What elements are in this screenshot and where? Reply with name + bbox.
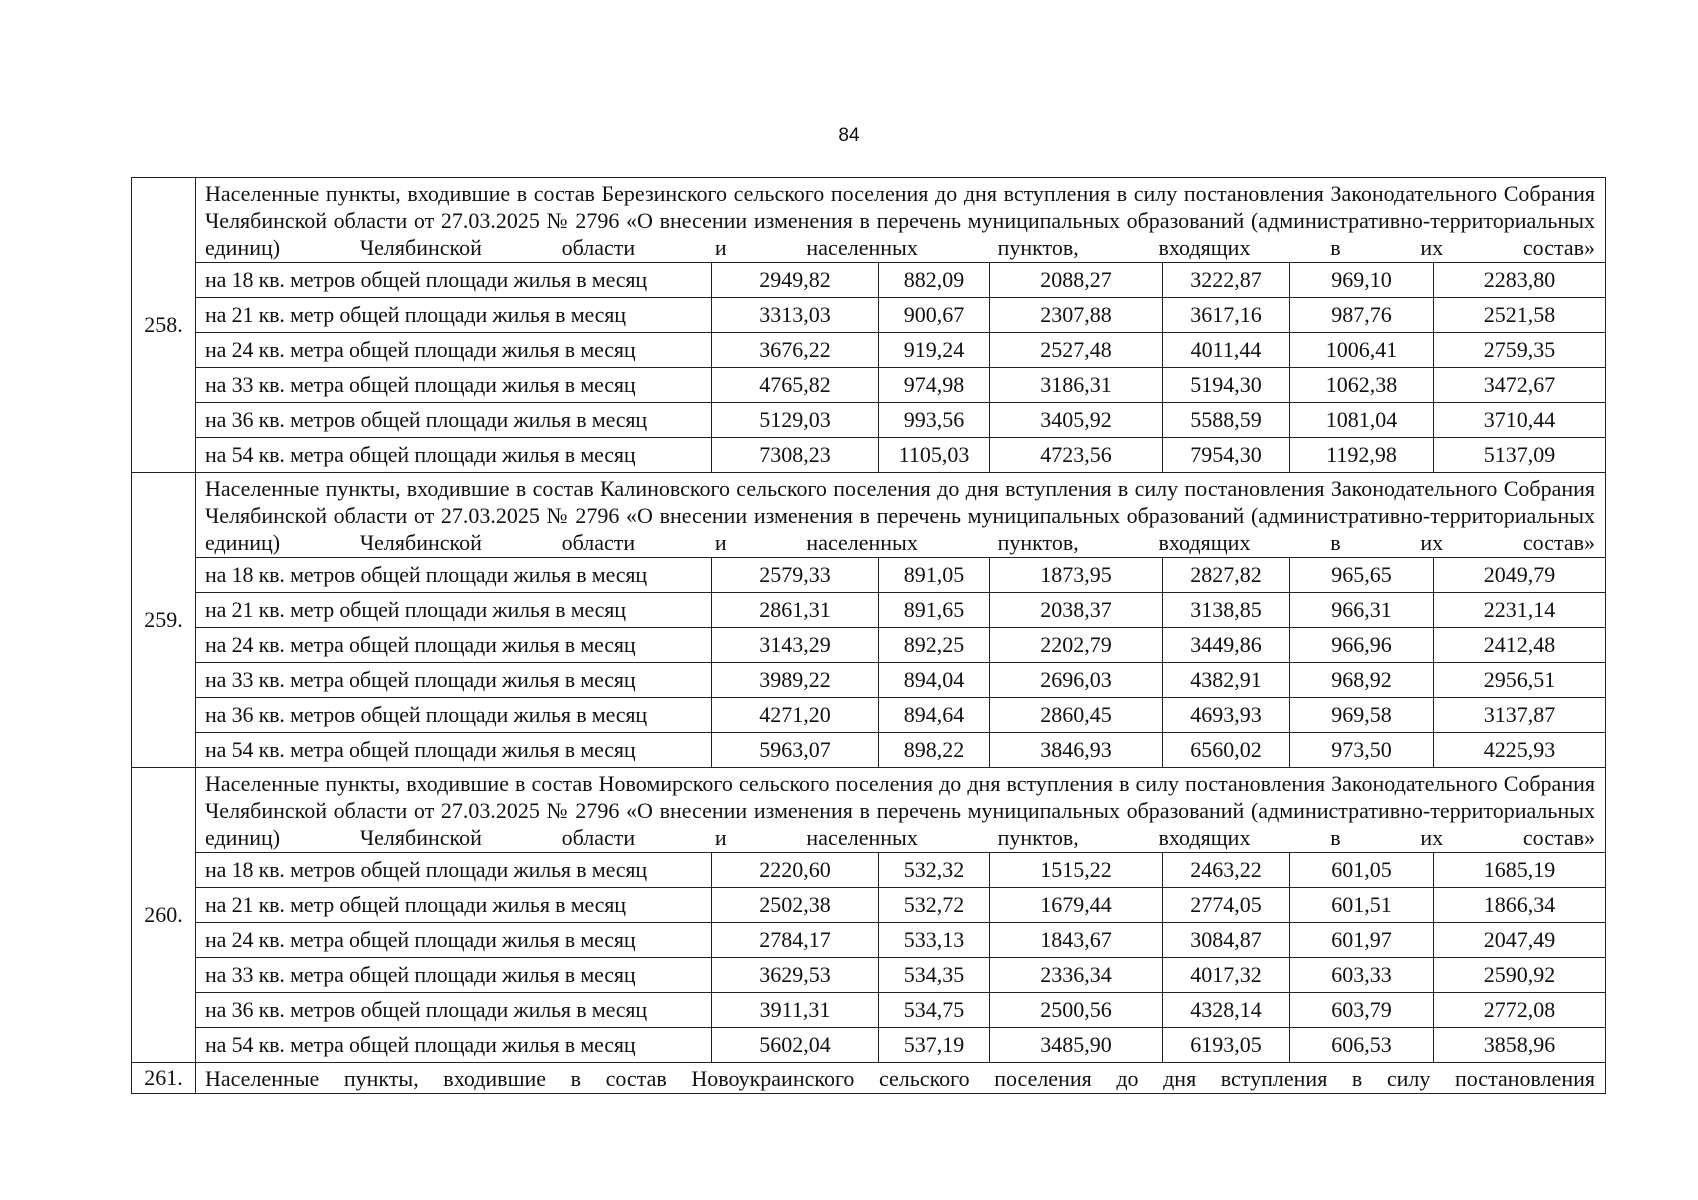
table-row [132, 698, 1606, 733]
table-row [132, 558, 1606, 593]
value-cell: 898,22 [879, 733, 990, 768]
value-cell: 966,96 [1290, 628, 1434, 663]
table-row [132, 368, 1606, 403]
value-cell: 973,50 [1290, 733, 1434, 768]
value-cell: 2038,37 [990, 593, 1163, 628]
value-cell: 2696,03 [990, 663, 1163, 698]
value-cell: 4225,93 [1434, 733, 1606, 768]
value-cell: 3138,85 [1163, 593, 1290, 628]
value-cell: 5602,04 [712, 1028, 879, 1063]
value-cell: 4271,20 [712, 698, 879, 733]
value-cell: 2956,51 [1434, 663, 1606, 698]
table-row [132, 628, 1606, 663]
value-cell: 1866,34 [1434, 888, 1606, 923]
value-cell: 7954,30 [1163, 438, 1290, 473]
value-cell: 2500,56 [990, 993, 1163, 1028]
value-cell: 601,51 [1290, 888, 1434, 923]
value-cell: 2827,82 [1163, 558, 1290, 593]
table-row [132, 958, 1606, 993]
value-cell: 2283,80 [1434, 263, 1606, 298]
section-description: Населенные пункты, входившие в состав Березинского сельского поселения до дня вступления в силу постановления Законодательного Собрания Челябинской области от 27.03.2025 № 2796 «О внесении изменения в перечень муниципальных образований (административно-территориальных единиц) Челябинской области и населенных пунктов, входящих в их состав» [196, 178, 1606, 263]
section-description: Населенные пункты, входившие в состав Новомирского сельского поселения до дня вступления в силу постановления Законодательного Собрания Челябинской области от 27.03.2025 № 2796 «О внесении изменения в перечень муниципальных образований (административно-территориальных единиц) Челябинской области и населенных пунктов, входящих в их состав» [196, 768, 1606, 853]
row-label: на 24 кв. метра общей площади жилья в месяц [196, 628, 712, 663]
table-row [132, 263, 1606, 298]
value-cell: 4693,93 [1163, 698, 1290, 733]
value-cell: 1062,38 [1290, 368, 1434, 403]
value-cell: 3084,87 [1163, 923, 1290, 958]
value-cell: 969,10 [1290, 263, 1434, 298]
row-label: на 54 кв. метра общей площади жилья в месяц [196, 733, 712, 768]
table-row [132, 333, 1606, 368]
value-cell: 3186,31 [990, 368, 1163, 403]
value-cell: 894,04 [879, 663, 990, 698]
value-cell: 5588,59 [1163, 403, 1290, 438]
value-cell: 919,24 [879, 333, 990, 368]
section-header-row [132, 1063, 1606, 1094]
value-cell: 2774,05 [1163, 888, 1290, 923]
value-cell: 6560,02 [1163, 733, 1290, 768]
value-cell: 5963,07 [712, 733, 879, 768]
value-cell: 2307,88 [990, 298, 1163, 333]
value-cell: 2231,14 [1434, 593, 1606, 628]
value-cell: 2590,92 [1434, 958, 1606, 993]
value-cell: 5194,30 [1163, 368, 1290, 403]
section-number: 258. [132, 178, 196, 473]
value-cell: 3911,31 [712, 993, 879, 1028]
section-header-row [132, 178, 1606, 263]
value-cell: 532,32 [879, 853, 990, 888]
value-cell: 534,35 [879, 958, 990, 993]
value-cell: 3858,96 [1434, 1028, 1606, 1063]
value-cell: 532,72 [879, 888, 990, 923]
row-label: на 33 кв. метра общей площади жилья в месяц [196, 663, 712, 698]
value-cell: 606,53 [1290, 1028, 1434, 1063]
value-cell: 3676,22 [712, 333, 879, 368]
value-cell: 2047,49 [1434, 923, 1606, 958]
table-row [132, 733, 1606, 768]
value-cell: 3989,22 [712, 663, 879, 698]
value-cell: 969,58 [1290, 698, 1434, 733]
value-cell: 2759,35 [1434, 333, 1606, 368]
value-cell: 537,19 [879, 1028, 990, 1063]
value-cell: 987,76 [1290, 298, 1434, 333]
value-cell: 900,67 [879, 298, 990, 333]
value-cell: 1105,03 [879, 438, 990, 473]
value-cell: 966,31 [1290, 593, 1434, 628]
value-cell: 2860,45 [990, 698, 1163, 733]
row-label: на 54 кв. метра общей площади жилья в месяц [196, 1028, 712, 1063]
table-row [132, 298, 1606, 333]
row-label: на 24 кв. метра общей площади жилья в месяц [196, 333, 712, 368]
value-cell: 2521,58 [1434, 298, 1606, 333]
value-cell: 894,64 [879, 698, 990, 733]
table-row [132, 403, 1606, 438]
value-cell: 1081,04 [1290, 403, 1434, 438]
section-header-row [132, 768, 1606, 853]
row-label: на 54 кв. метра общей площади жилья в месяц [196, 438, 712, 473]
value-cell: 1873,95 [990, 558, 1163, 593]
value-cell: 1006,41 [1290, 333, 1434, 368]
value-cell: 2049,79 [1434, 558, 1606, 593]
value-cell: 7308,23 [712, 438, 879, 473]
value-cell: 4382,91 [1163, 663, 1290, 698]
value-cell: 974,98 [879, 368, 990, 403]
table-row [132, 438, 1606, 473]
table-row [132, 1028, 1606, 1063]
value-cell: 603,79 [1290, 993, 1434, 1028]
value-cell: 1679,44 [990, 888, 1163, 923]
value-cell: 2202,79 [990, 628, 1163, 663]
table-row [132, 853, 1606, 888]
section-number: 260. [132, 768, 196, 1063]
row-label: на 21 кв. метр общей площади жилья в месяц [196, 298, 712, 333]
value-cell: 1843,67 [990, 923, 1163, 958]
value-cell: 891,65 [879, 593, 990, 628]
value-cell: 3137,87 [1434, 698, 1606, 733]
value-cell: 3846,93 [990, 733, 1163, 768]
value-cell: 2772,08 [1434, 993, 1606, 1028]
value-cell: 3710,44 [1434, 403, 1606, 438]
row-label: на 33 кв. метра общей площади жилья в месяц [196, 958, 712, 993]
page-number: 84 [838, 125, 860, 146]
table-row [132, 888, 1606, 923]
section-header-row [132, 473, 1606, 558]
value-cell: 4328,14 [1163, 993, 1290, 1028]
table-row [132, 923, 1606, 958]
value-cell: 993,56 [879, 403, 990, 438]
row-label: на 18 кв. метров общей площади жилья в месяц [196, 263, 712, 298]
value-cell: 3143,29 [712, 628, 879, 663]
section-number: 259. [132, 473, 196, 768]
value-cell: 1515,22 [990, 853, 1163, 888]
value-cell: 2502,38 [712, 888, 879, 923]
value-cell: 3617,16 [1163, 298, 1290, 333]
row-label: на 18 кв. метров общей площади жилья в месяц [196, 558, 712, 593]
value-cell: 4765,82 [712, 368, 879, 403]
value-cell: 2220,60 [712, 853, 879, 888]
value-cell: 2861,31 [712, 593, 879, 628]
value-cell: 4011,44 [1163, 333, 1290, 368]
value-cell: 603,33 [1290, 958, 1434, 993]
value-cell: 3449,86 [1163, 628, 1290, 663]
section-number: 261. [132, 1063, 196, 1094]
value-cell: 1685,19 [1434, 853, 1606, 888]
value-cell: 533,13 [879, 923, 990, 958]
row-label: на 36 кв. метров общей площади жилья в месяц [196, 698, 712, 733]
value-cell: 2463,22 [1163, 853, 1290, 888]
value-cell: 2088,27 [990, 263, 1163, 298]
value-cell: 2784,17 [712, 923, 879, 958]
table-row [132, 993, 1606, 1028]
table-row [132, 593, 1606, 628]
value-cell: 534,75 [879, 993, 990, 1028]
value-cell: 968,92 [1290, 663, 1434, 698]
value-cell: 3313,03 [712, 298, 879, 333]
value-cell: 601,97 [1290, 923, 1434, 958]
value-cell: 2412,48 [1434, 628, 1606, 663]
value-cell: 3485,90 [990, 1028, 1163, 1063]
value-cell: 965,65 [1290, 558, 1434, 593]
value-cell: 3222,87 [1163, 263, 1290, 298]
value-cell: 6193,05 [1163, 1028, 1290, 1063]
table-row [132, 663, 1606, 698]
value-cell: 2527,48 [990, 333, 1163, 368]
row-label: на 33 кв. метра общей площади жилья в месяц [196, 368, 712, 403]
row-label: на 18 кв. метров общей площади жилья в месяц [196, 853, 712, 888]
value-cell: 4017,32 [1163, 958, 1290, 993]
row-label: на 21 кв. метр общей площади жилья в месяц [196, 888, 712, 923]
value-cell: 1192,98 [1290, 438, 1434, 473]
value-cell: 3405,92 [990, 403, 1163, 438]
value-cell: 2949,82 [712, 263, 879, 298]
value-cell: 892,25 [879, 628, 990, 663]
value-cell: 4723,56 [990, 438, 1163, 473]
value-cell: 3472,67 [1434, 368, 1606, 403]
row-label: на 24 кв. метра общей площади жилья в месяц [196, 923, 712, 958]
value-cell: 601,05 [1290, 853, 1434, 888]
value-cell: 2336,34 [990, 958, 1163, 993]
value-cell: 3629,53 [712, 958, 879, 993]
section-description: Населенные пункты, входившие в состав Новоукраинского сельского поселения до дня вступления в силу постановления [196, 1063, 1606, 1094]
tariff-table [131, 177, 1606, 1094]
row-label: на 36 кв. метров общей площади жилья в месяц [196, 403, 712, 438]
section-description: Населенные пункты, входившие в состав Калиновского сельского поселения до дня вступления в силу постановления Законодательного Собрания Челябинской области от 27.03.2025 № 2796 «О внесении изменения в перечень муниципальных образований (административно-территориальных единиц) Челябинской области и населенных пунктов, входящих в их состав» [196, 473, 1606, 558]
value-cell: 891,05 [879, 558, 990, 593]
value-cell: 5137,09 [1434, 438, 1606, 473]
value-cell: 2579,33 [712, 558, 879, 593]
value-cell: 882,09 [879, 263, 990, 298]
value-cell: 5129,03 [712, 403, 879, 438]
row-label: на 21 кв. метр общей площади жилья в месяц [196, 593, 712, 628]
row-label: на 36 кв. метров общей площади жилья в месяц [196, 993, 712, 1028]
